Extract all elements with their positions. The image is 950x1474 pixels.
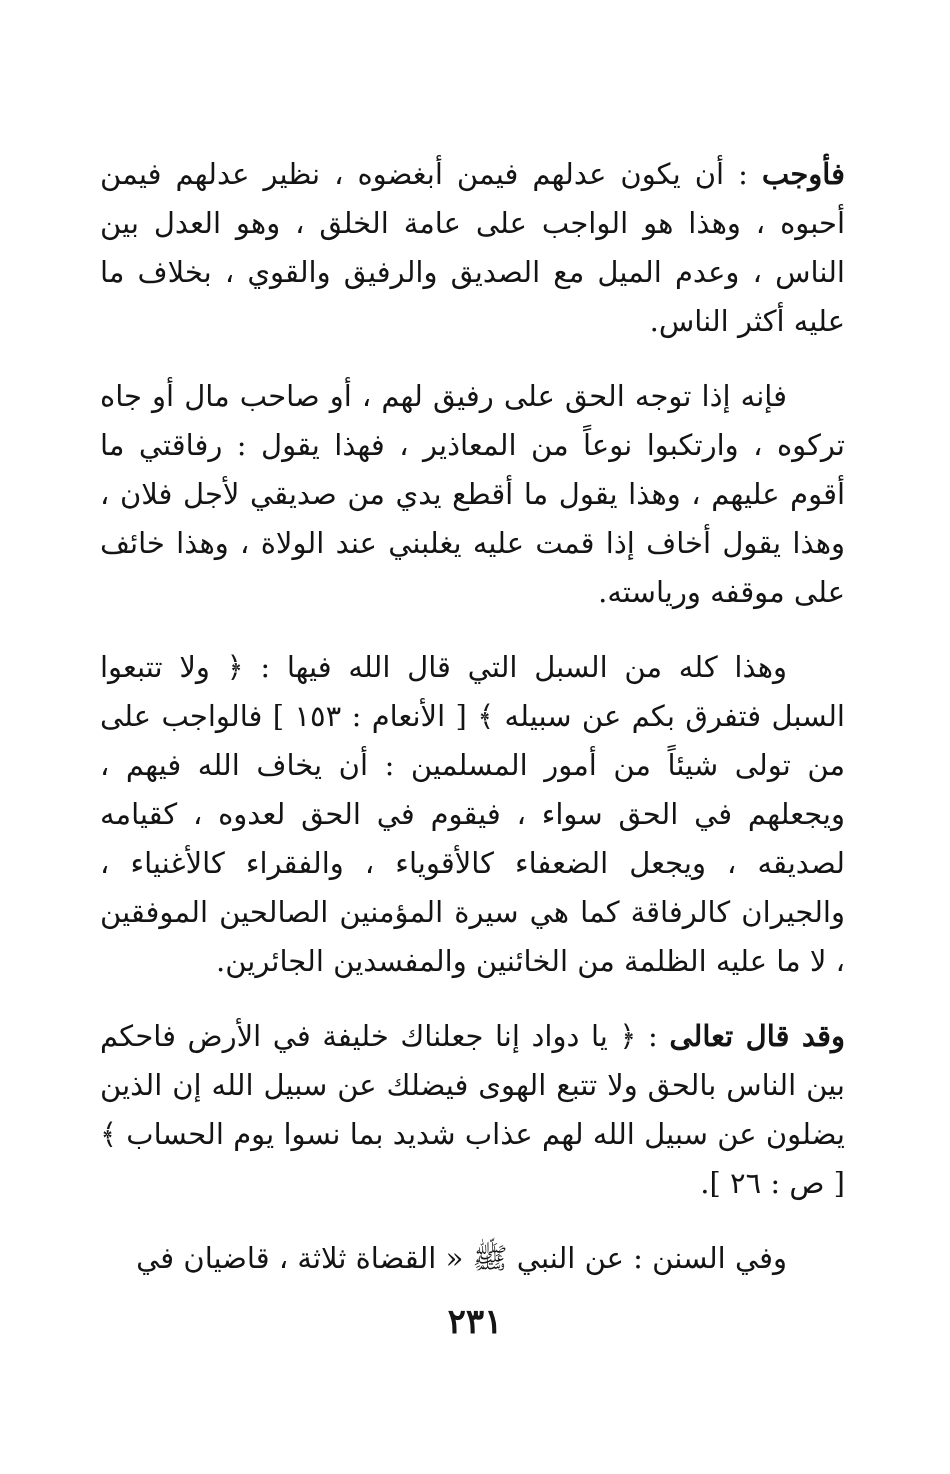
paragraph-1-lead: فأوجب — [761, 157, 845, 191]
paragraph-2-text: فإنه إذا توجه الحق على رفيق لهم ، أو صاحب مال أو جاه تركوه ، وارتكبوا نوعاً من المعاذير ، فهذا يقول : رفاقتي ما أقوم عليهم ، وهذا يقول ما أقطع يدي من صديقي لأجل فلان ، وهذا يقول أخاف إذا قمت عليه يغلبني عند الولاة ، وهذا خائف على موقفه ورياسته. — [100, 379, 845, 609]
paragraph-1 — [100, 150, 845, 346]
page-body — [100, 150, 845, 1390]
paragraph-4 — [100, 1012, 845, 1208]
paragraph-5-text: وفي السنن : عن النبي ﷺ « القضاة ثلاثة ، قاضيان في — [136, 1241, 787, 1275]
paragraph-3 — [100, 643, 845, 986]
paragraph-3-text: وهذا كله من السبل التي قال الله فيها : ﴿ ولا تتبعوا السبل فتفرق بكم عن سبيله ﴾ [ الأنعام : ١٥٣ ] فالواجب على من تولى شيئاً من أمور المسلمين : أن يخاف الله فيهم ، ويجعلهم في الحق سواء ، فيقوم في الحق لعدوه ، كقيامه لصديقه ، ويجعل الضعفاء كالأقوياء ، والفقراء كالأغنياء ، والجيران كالرفاقة كما هي سيرة المؤمنين الصالحين الموفقين ، لا ما عليه الظلمة من الخائنين والمفسدين الجائرين. — [100, 650, 845, 978]
page-number: ٢٣١ — [447, 1302, 503, 1342]
paragraph-4-lead: وقد قال تعالى — [669, 1019, 845, 1053]
paragraph-2 — [100, 372, 845, 617]
paragraph-4-text: : ﴿ يا دواد إنا جعلناك خليفة في الأرض فاحكم بين الناس بالحق ولا تتبع الهوى فيضلك عن سبيل الله إن الذين يضلون عن سبيل الله لهم عذاب شديد بما نسوا يوم الحساب ﴾ [ ص : ٢٦ ]. — [100, 1019, 845, 1200]
paragraph-1-text: : أن يكون عدلهم فيمن أبغضوه ، نظير عدلهم فيمن أحبوه ، وهذا هو الواجب على عامة الخلق ، وهو العدل بين الناس ، وعدم الميل مع الصديق والرفيق والقوي ، بخلاف ما عليه أكثر الناس. — [100, 157, 845, 338]
paragraph-5 — [100, 1234, 845, 1283]
